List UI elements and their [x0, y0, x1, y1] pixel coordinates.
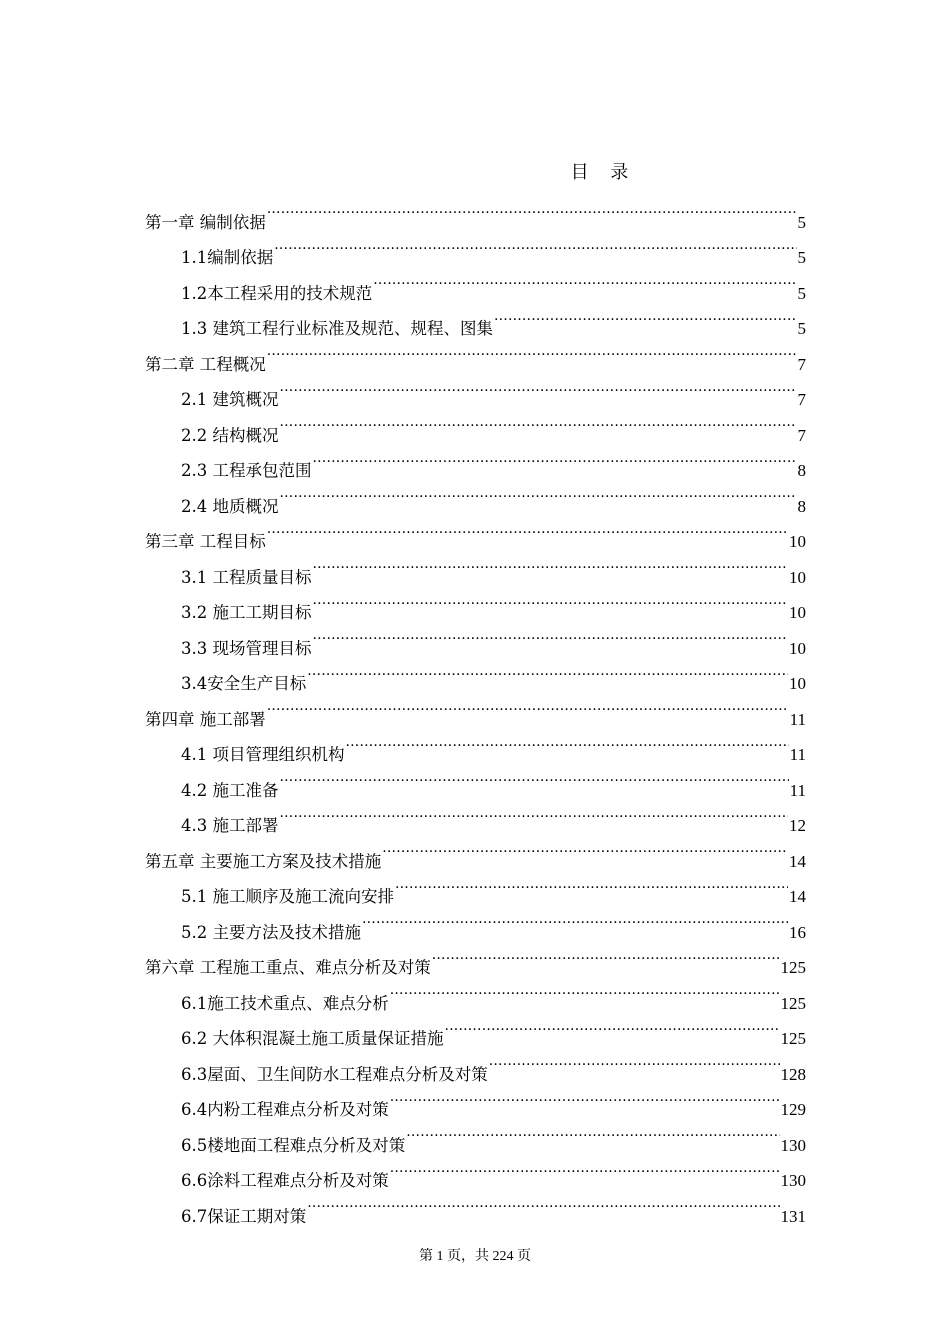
toc-entry-page: 128	[780, 1064, 806, 1084]
toc-leader-dots	[307, 654, 788, 690]
toc-leader-dots	[280, 760, 789, 796]
toc-entry-page: 11	[789, 709, 806, 729]
toc-entry-page: 125	[780, 993, 806, 1013]
toc-entry-page: 14	[789, 887, 806, 906]
toc-leader-dots	[395, 867, 788, 903]
toc-entry-page: 10	[789, 674, 806, 693]
toc-entry-page: 7	[797, 354, 806, 374]
toc-entry-text: 6.3屋面、卫生间防水工程难点分析及对策	[181, 1064, 488, 1084]
toc-leader-dots	[373, 263, 796, 299]
toc-leader-dots	[406, 1115, 779, 1151]
toc-entry-page: 11	[789, 780, 806, 800]
toc-leader-dots	[267, 334, 797, 370]
toc-entry-text: 1.3 建筑工程行业标准及规范、规程、图集	[181, 319, 493, 338]
toc-entry-text: 3.4安全生产目标	[181, 674, 307, 693]
toc-entry-text: 第一章 编制依据	[145, 212, 266, 232]
toc-leader-dots	[390, 1151, 780, 1187]
toc-entry-text: 5.1 施工顺序及施工流向安排	[181, 887, 394, 906]
toc-entry-text: 第四章 施工部署	[145, 709, 266, 729]
toc-list	[145, 192, 806, 1226]
toc-leader-dots	[494, 299, 797, 335]
toc-entry-page: 12	[789, 816, 806, 835]
toc-leader-dots	[307, 1186, 779, 1222]
toc-entry-text: 5.2 主要方法及技术措施	[181, 922, 361, 942]
toc-entry-page: 10	[789, 638, 806, 658]
toc-entry[interactable]	[145, 192, 806, 232]
toc-entry-page: 11	[789, 745, 806, 764]
toc-entry-page: 130	[780, 1135, 806, 1155]
toc-entry-page: 10	[789, 603, 806, 622]
toc-leader-dots	[267, 689, 789, 725]
toc-leader-dots	[280, 796, 789, 832]
toc-entry-page: 131	[780, 1206, 806, 1226]
toc-entry-page: 5	[797, 212, 806, 232]
toc-entry-text: 1.2本工程采用的技术规范	[181, 283, 373, 303]
toc-entry-text: 6.5楼地面工程难点分析及对策	[181, 1135, 406, 1155]
toc-entry-text: 第二章 工程概况	[145, 354, 266, 374]
toc-leader-dots	[280, 370, 797, 406]
toc-entry-page: 5	[797, 248, 806, 267]
toc-entry-page: 125	[780, 958, 806, 977]
toc-leader-dots	[313, 583, 789, 619]
toc-entry-page: 5	[797, 283, 806, 303]
toc-entry-text: 6.7保证工期对策	[181, 1206, 307, 1226]
toc-entry-text: 2.4 地质概况	[181, 496, 279, 516]
toc-title: 目 录	[570, 162, 637, 183]
toc-leader-dots	[346, 725, 789, 761]
toc-entry-text: 6.6涂料工程难点分析及对策	[181, 1171, 389, 1190]
toc-entry-text: 1.1编制依据	[181, 248, 274, 267]
toc-entry-text: 6.2 大体积混凝土施工质量保证措施	[181, 1029, 444, 1048]
toc-entry-page: 130	[780, 1171, 806, 1190]
toc-entry-text: 2.2 结构概况	[181, 425, 279, 445]
toc-leader-dots	[362, 902, 788, 938]
toc-leader-dots	[432, 938, 780, 974]
toc-entry-text: 2.3 工程承包范围	[181, 461, 312, 480]
toc-leader-dots	[280, 405, 797, 441]
toc-entry-page: 8	[797, 496, 806, 516]
toc-leader-dots	[267, 512, 788, 548]
toc-leader-dots	[274, 228, 796, 264]
toc-leader-dots	[313, 441, 797, 477]
toc-entry-page: 7	[797, 390, 806, 409]
toc-leader-dots	[280, 476, 797, 512]
toc-entry-page: 5	[797, 319, 806, 338]
toc-leader-dots	[445, 1009, 780, 1045]
toc-entry-page: 16	[789, 922, 806, 942]
toc-leader-dots	[313, 618, 789, 654]
toc-entry-text: 6.4内粉工程难点分析及对策	[181, 1100, 389, 1119]
toc-leader-dots	[390, 1080, 780, 1116]
toc-leader-dots	[267, 192, 797, 228]
toc-entry-text: 4.3 施工部署	[181, 816, 279, 835]
toc-entry-text: 第五章 主要施工方案及技术措施	[145, 851, 382, 871]
toc-entry-page: 8	[797, 461, 806, 480]
toc-entry-text: 4.1 项目管理组织机构	[181, 745, 345, 764]
toc-leader-dots	[313, 547, 789, 583]
toc-leader-dots	[390, 973, 780, 1009]
toc-entry-text: 第三章 工程目标	[145, 532, 266, 551]
toc-leader-dots	[382, 831, 788, 867]
toc-entry-text: 3.2 施工工期目标	[181, 603, 312, 622]
toc-entry-text: 第六章 工程施工重点、难点分析及对策	[145, 958, 431, 977]
toc-entry-text: 3.1 工程质量目标	[181, 567, 312, 587]
toc-entry-page: 125	[780, 1029, 806, 1048]
toc-entry-page: 10	[789, 567, 806, 587]
toc-entry-text: 3.3 现场管理目标	[181, 638, 312, 658]
toc-entry-page: 129	[780, 1100, 806, 1119]
toc-entry-text: 4.2 施工准备	[181, 780, 279, 800]
toc-entry-text: 6.1施工技术重点、难点分析	[181, 993, 389, 1013]
toc-entry-text: 2.1 建筑概况	[181, 390, 279, 409]
toc-entry-page: 14	[789, 851, 806, 871]
toc-leader-dots	[489, 1044, 780, 1080]
toc-entry-page: 7	[797, 425, 806, 445]
page-footer: 第 1 页，共 224 页	[419, 1249, 531, 1264]
toc-entry-page: 10	[789, 532, 806, 551]
